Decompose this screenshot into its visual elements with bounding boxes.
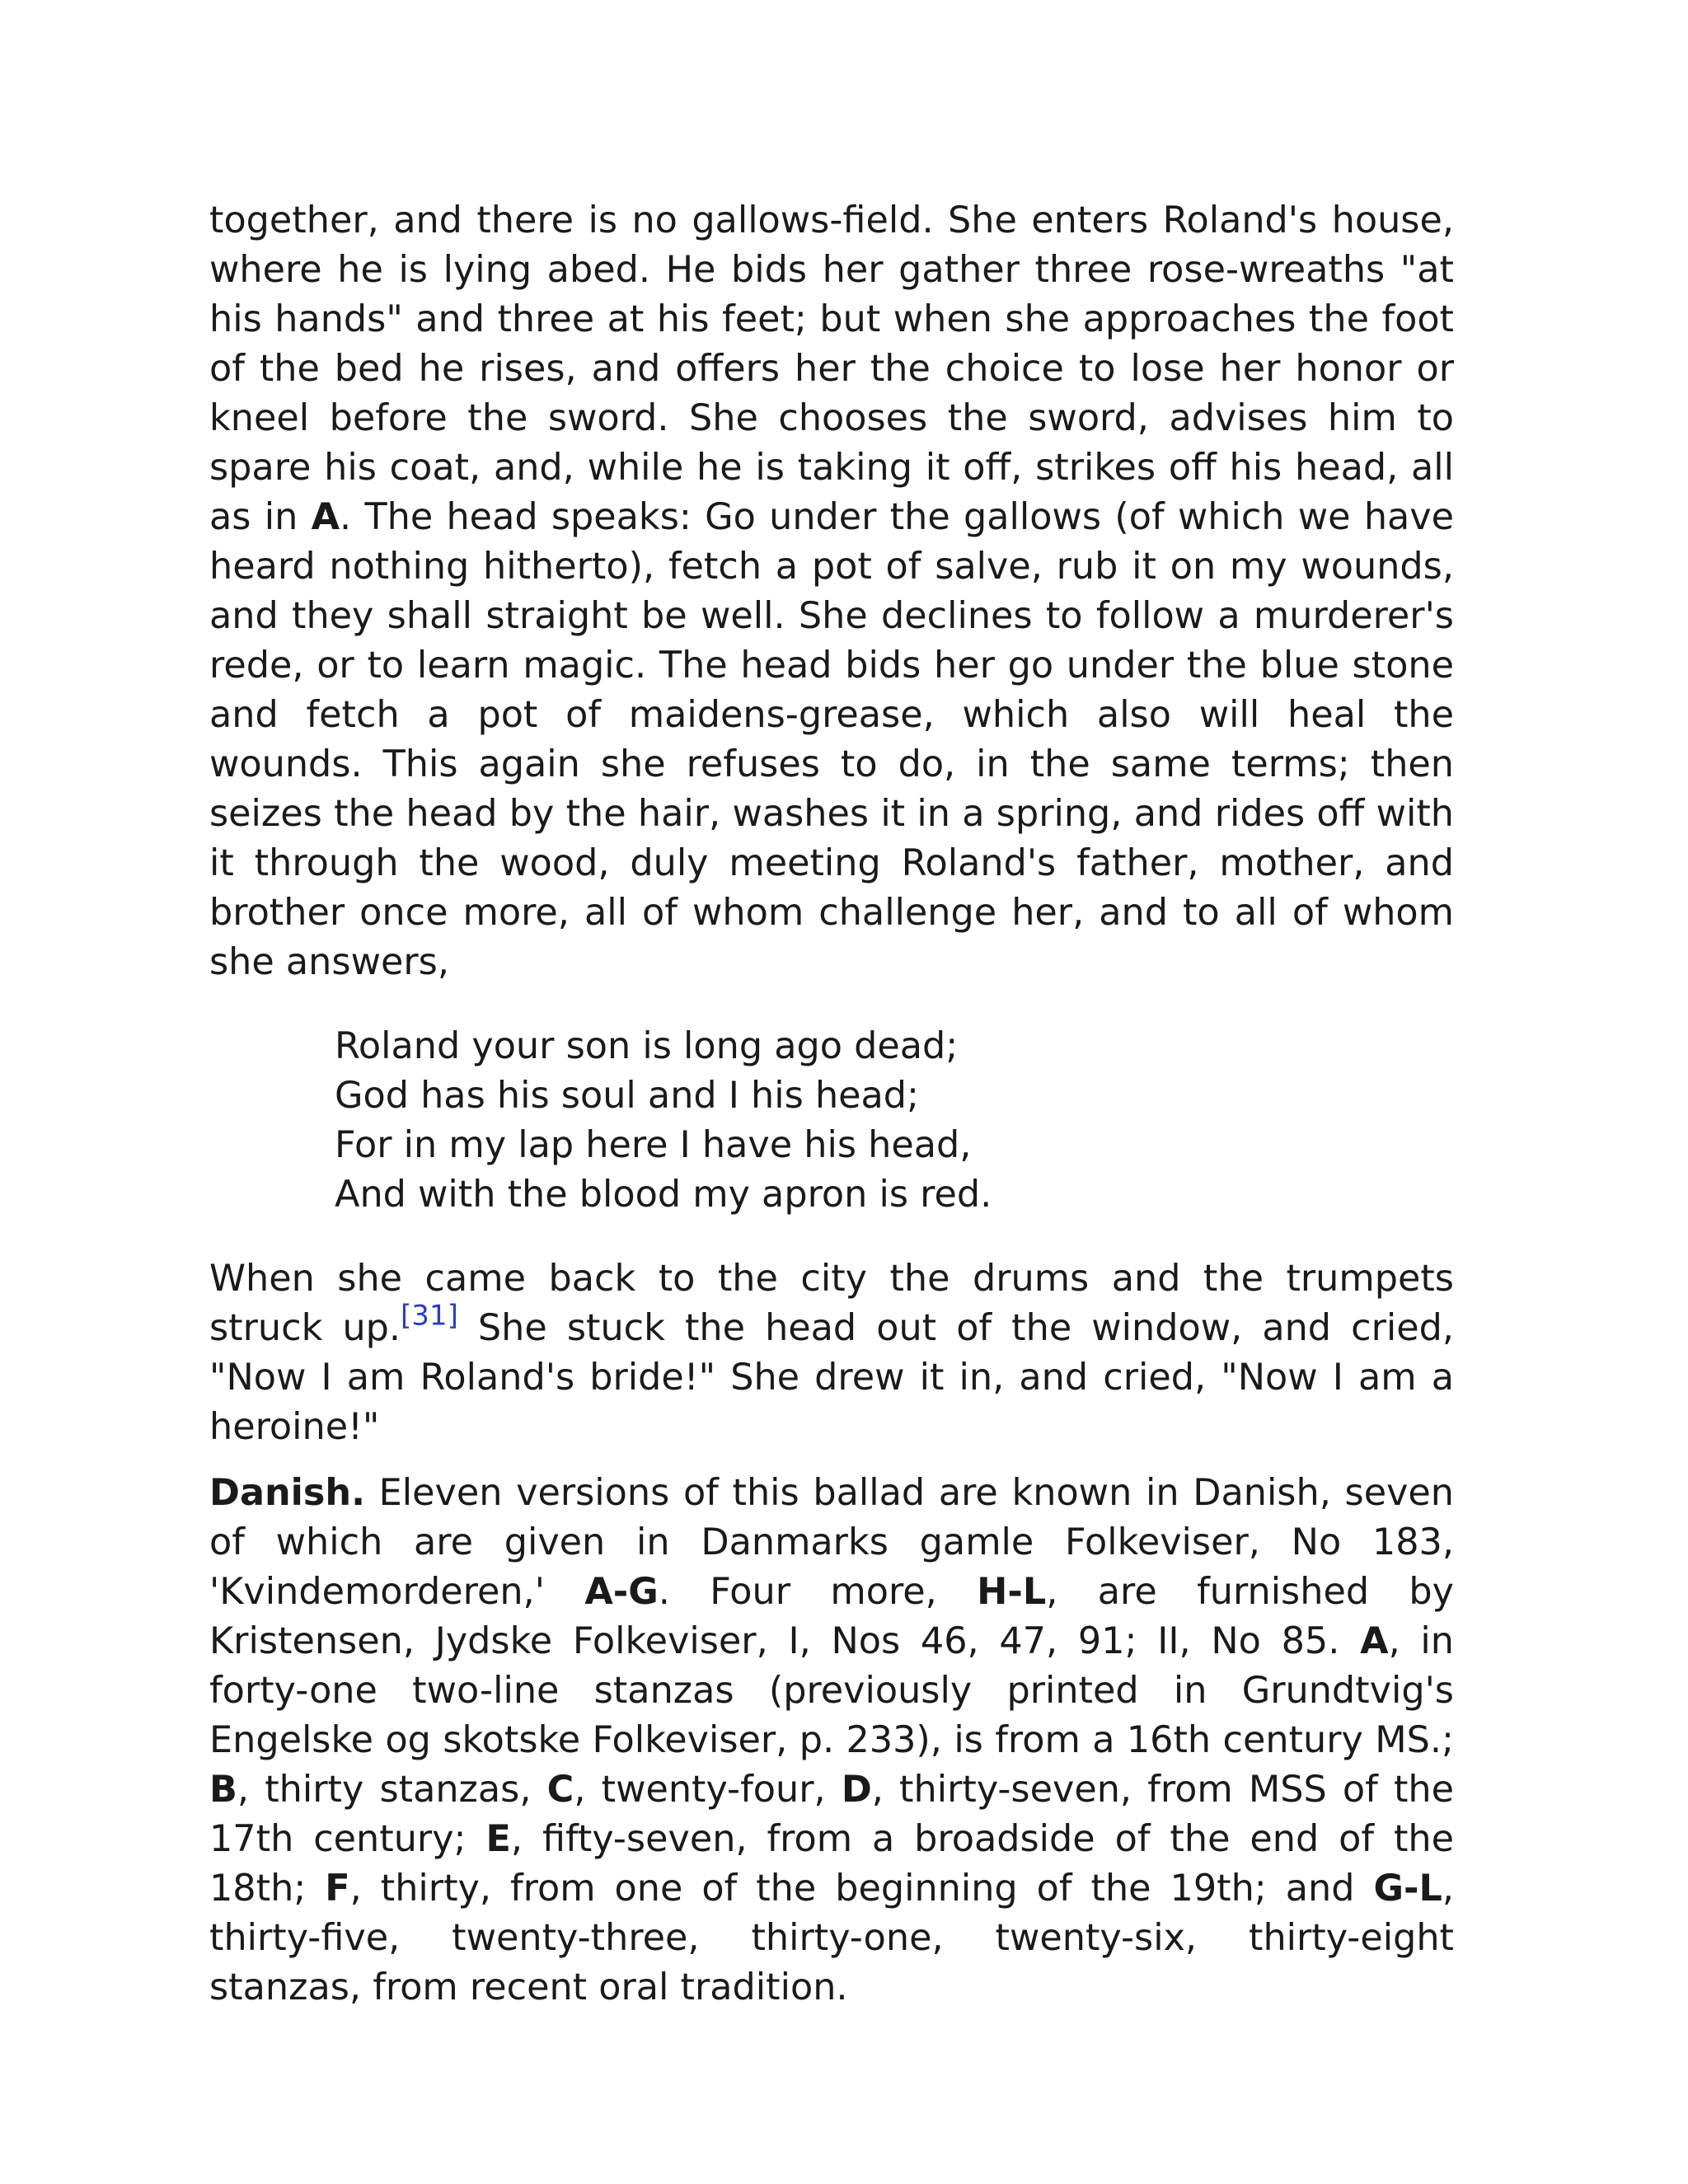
paragraph-text: , thirty-seven, from MSS of the 17th century; (209, 1769, 1454, 1860)
footnote-link[interactable]: [31] (401, 1299, 458, 1333)
paragraph-text: , fifty-seven, from a broadside of the end of the 18th; (209, 1818, 1454, 1910)
paragraph-text: , are furnished by Kristensen, Jydske Folkeviser, I, Nos 46, 47, 91; II, No 85. (209, 1571, 1455, 1662)
paragraph-text: . The head speaks: Go under the gallows (of which we have heard nothing hitherto), fetch a pot of salve, rub it on my wounds, and they shall straight be well. She declines to follow a murderer's rede, or to learn magic. The head bids her go under the blue stone and fetch a pot of maidens-grease, which also will heal the wounds. This again she refuses to do, in the same terms; then seizes the head by the hair, washes it in a spring, and rides off with it through the wood, duly meeting Roland's father, mother, and brother once more, all of whom challenge her, and to all of whom she answers, (209, 496, 1455, 983)
paragraph-text: She stuck the head out of the window, and cried, "Now I am Roland's bride!" She drew it in, and cried, "Now I am a heroine!" (209, 1307, 1455, 1448)
paragraph-danish (209, 1469, 1454, 2013)
paragraph-text: , in forty-one two-line stanzas (previously printed in Grundtvig's Engelske og skotske Folkeviser, p. 233), is from a 16th century MS.; (209, 1620, 1455, 1761)
version-ref: A-G (584, 1571, 659, 1613)
paragraph-text: , twenty-four, (574, 1769, 842, 1811)
version-ref: E (485, 1818, 511, 1860)
verse-line: God has his soul and I his head; (335, 1075, 920, 1117)
paragraph-text: , thirty stanzas, (237, 1769, 547, 1811)
page-body (209, 196, 1454, 2013)
version-ref: H-L (977, 1571, 1047, 1613)
version-ref: B (209, 1769, 237, 1811)
paragraph-text: together, and there is no gallows-field. She enters Roland's house, where he is lying abed. He bids her gather three rose-wreaths "at his hands" and three at his feet; but when she approaches the foot of the bed he rises, and offers her the choice to lose her honor or kneel before the sword. She chooses the sword, advises him to spare his coat, and, while he is taking it off, strikes off his head, all as in (209, 199, 1454, 538)
version-ref: C (546, 1769, 574, 1811)
verse-line: Roland your son is long ago dead; (335, 1025, 959, 1067)
verse-quote (335, 1022, 1454, 1220)
version-ref: A (1360, 1620, 1389, 1662)
paragraph-text: When she came back to the city the drums and the trumpets struck up. (209, 1258, 1454, 1349)
paragraph-text: . Four more, (658, 1571, 978, 1613)
version-ref: F (325, 1868, 350, 1910)
version-ref: G-L (1373, 1868, 1442, 1910)
paragraph-text: Eleven versions of this ballad are known in Danish, seven of which are given in Danmarks gamle Folkeviser, No 183, 'Kvindemorderen,' (209, 1472, 1454, 1613)
paragraph-text: , thirty-five, twenty-three, thirty-one, twenty-six, thirty-eight stanzas, from recent oral tradition. (209, 1868, 1454, 2008)
version-ref: A (311, 496, 340, 538)
version-ref: D (841, 1769, 872, 1811)
paragraph-text: , thirty, from one of the beginning of the 19th; and (349, 1868, 1374, 1910)
paragraph-return (209, 1254, 1454, 1452)
verse-line: For in my lap here I have his head, (335, 1124, 972, 1166)
paragraph-roland-narrative (209, 196, 1454, 987)
section-label-danish: Danish. (209, 1472, 365, 1514)
verse-line: And with the blood my apron is red. (335, 1174, 992, 1216)
